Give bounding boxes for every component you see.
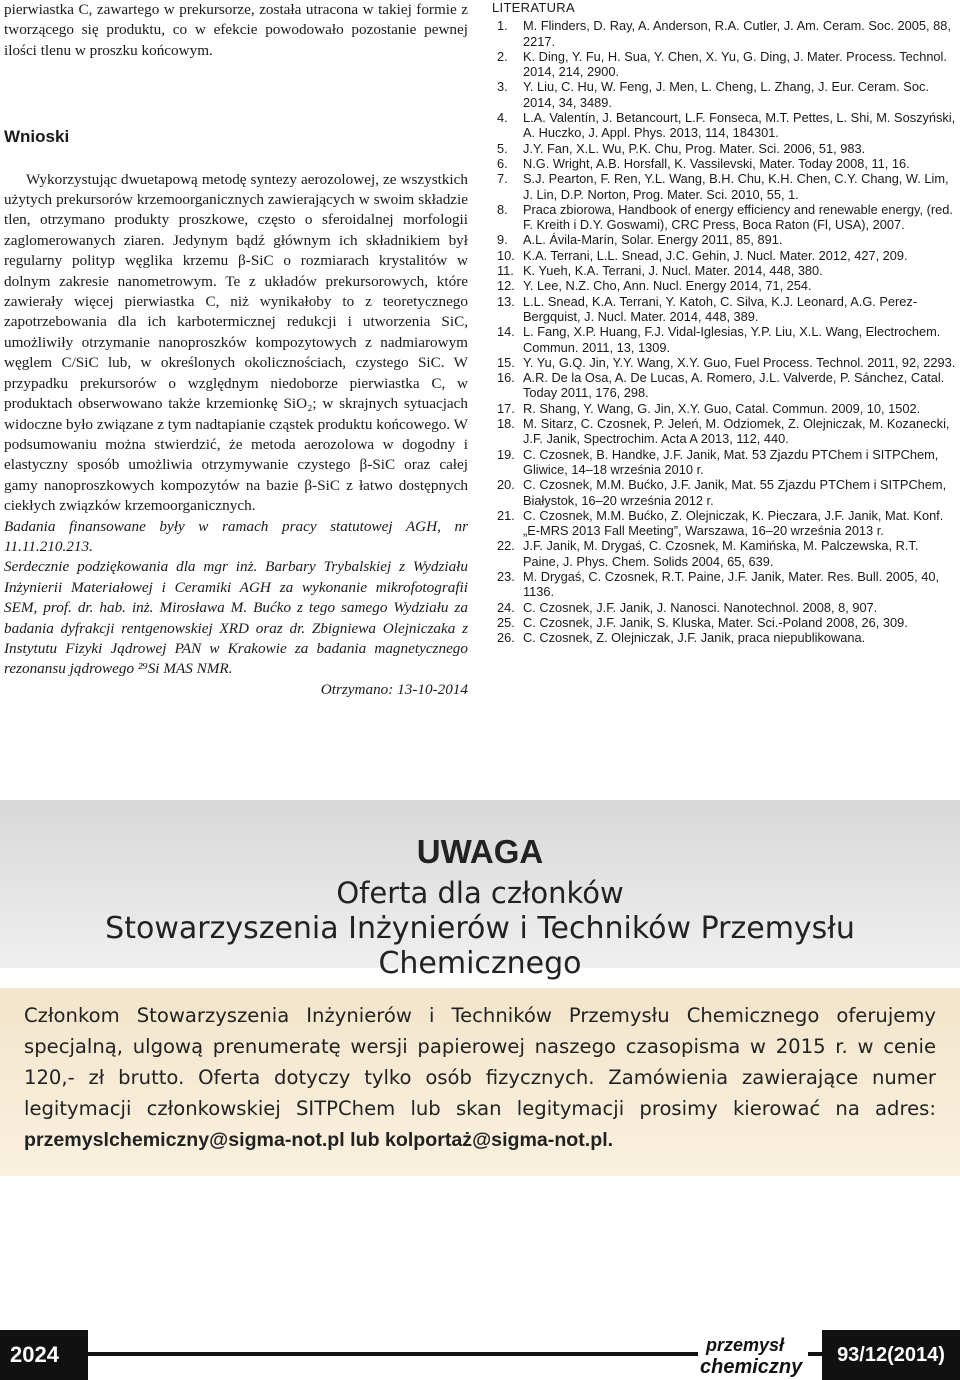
reference-number: 12. <box>497 278 515 294</box>
notice-body <box>24 1000 936 1156</box>
reference-text: J.F. Janik, M. Drygaś, C. Czosnek, M. Kamińska, M. Palczewska, R.T. Paine, J. Phys. Chem. Solids 2004, 65, 639. <box>523 538 919 569</box>
reference-number: 4. <box>497 110 508 126</box>
reference-text: N.G. Wright, A.B. Horsfall, K. Vassilevski, Mater. Today 2008, 11, 16. <box>523 155 910 171</box>
reference-text: K. Ding, Y. Fu, H. Sua, Y. Chen, X. Yu, G. Ding, J. Mater. Process. Technol. 2014, 214, 2900. <box>523 48 947 80</box>
page-footer <box>0 1330 960 1380</box>
reference-text: S.J. Pearton, F. Ren, Y.L. Wang, B.H. Chu, K.H. Chen, C.Y. Chang, W. Lim, J. Lin, D.P. Norton, Prog. Mater. Sci. 2010, 55, 1. <box>523 171 949 202</box>
notice-subtitle-2: Stowarzyszenia Inżynierów i Techników Przemysłu Chemicznego <box>105 911 855 981</box>
reference-text: A.R. De la Osa, A. De Lucas, A. Romero, J.L. Valverde, P. Sánchez, Catal. Today 2011, 176, 298. <box>523 370 945 401</box>
reference-item <box>492 18 958 49</box>
reference-text: L. Fang, X.P. Huang, F.J. Vidal-Iglesias, Y.P. Liu, X.L. Wang, Electrochem. Commun. 2011, 13, 1309. <box>523 324 941 355</box>
reference-item <box>492 447 958 478</box>
reference-item <box>492 477 958 508</box>
literature-column <box>492 0 958 645</box>
reference-number: 14. <box>497 324 515 340</box>
reference-text: Y. Yu, G.Q. Jin, Y.Y. Wang, X.Y. Guo, Fuel Process. Technol. 2011, 92, 2293. <box>523 354 956 370</box>
reference-text: K. Yueh, K.A. Terrani, J. Nucl. Mater. 2014, 448, 380. <box>523 263 823 279</box>
reference-number: 3. <box>497 79 508 95</box>
reference-item <box>492 49 958 80</box>
reference-text: Praca zbiorowa, Handbook of energy efficiency and renewable energy, (red. F. Kreith i D.Y. Goswami), CRC Press, Boca Raton (Fl, USA), 2007. <box>523 201 953 233</box>
reference-list <box>492 18 958 645</box>
reference-number: 6. <box>497 155 508 171</box>
reference-text: J.Y. Fan, X.L. Wu, P.K. Chu, Prog. Mater. Sci. 2006, 51, 983. <box>523 140 866 156</box>
reference-text: L.L. Snead, K.A. Terrani, Y. Katoh, C. Silva, K.J. Leonard, A.G. Perez-Bergquist, J. Nucl. Mater. 2014, 448, 389. <box>523 293 918 324</box>
reference-number: 15. <box>497 354 515 370</box>
reference-number: 2. <box>497 48 508 64</box>
funding-note: Badania finansowane były w ramach pracy statutowej AGH, nr 11.11.210.213. <box>4 517 468 555</box>
logo-line-2: chemiczny <box>700 1356 803 1378</box>
reference-text: Y. Liu, C. Hu, W. Feng, J. Men, L. Cheng, L. Zhang, J. Eur. Ceram. Soc. 2014, 34, 3489. <box>523 79 929 110</box>
reference-number: 25. <box>497 614 515 630</box>
reference-number: 16. <box>497 370 515 386</box>
reference-number: 23. <box>497 568 515 584</box>
reference-item <box>492 538 958 569</box>
reference-number: 26. <box>497 630 515 646</box>
reference-item <box>492 156 958 171</box>
reference-item <box>492 232 958 247</box>
reference-text: C. Czosnek, M.M. Bućko, J.F. Janik, Mat. 55 Zjazdu PTChem i SITPChem, Białystok, 16–20 września 2012 r. <box>523 477 947 508</box>
reference-item <box>492 248 958 263</box>
reference-number: 11. <box>497 263 514 279</box>
notice-email-addresses[interactable]: przemyslchemiczny@sigma-not.pl lub kolportaż@sigma-not.pl. <box>24 1129 614 1151</box>
notice-subtitle-1: Oferta dla członków <box>336 876 624 910</box>
intro-paragraph: pierwiastka C, zawartego w prekursorze, została utracona w takiej formie z tworzącego się produktu, co w efekcie powodowało pozostanie pewnej ilości tlenu w proszku końcowym. <box>4 1 468 59</box>
reference-text: A.L. Ávila-Marín, Solar. Energy 2011, 85, 891. <box>523 232 783 248</box>
reference-text: M. Flinders, D. Ray, A. Anderson, R.A. Cutler, J. Am. Ceram. Soc. 2005, 88, 2217. <box>523 18 951 49</box>
reference-text: C. Czosnek, M.M. Bućko, Z. Olejniczak, K. Pieczara, J.F. Janik, Mat. Konf. „E-MRS 2013 Fall Meeting”, Warszawa, 16–20 września 2013 r. <box>523 507 944 539</box>
reference-item <box>492 401 958 416</box>
reference-number: 8. <box>497 201 508 217</box>
reference-item <box>492 263 958 278</box>
footer-rule-right <box>808 1352 822 1356</box>
reference-text: C. Czosnek, J.F. Janik, J. Nanosci. Nanotechnol. 2008, 8, 907. <box>523 599 878 615</box>
acknowledgement-note: Serdecznie podziękowania dla mgr inż. Barbary Trybalskiej z Wydziału Inżynierii Materiałowej i Ceramiki AGH za wykonanie mikrofotografii SEM, prof. dr. hab. inż. Mirosława M. Bućko z tego samego Wydziału za badania dyfrakcji rentgenowskiej XRD oraz dr. Zbigniewa Olejniczaka z Instytutu Fizyki Jądrowej PAN w Krakowie za badania magnetycznego rezonansu jądrowego ²⁹Si MAS NMR. <box>4 558 468 678</box>
reference-number: 17. <box>497 400 515 416</box>
reference-text: M. Sitarz, C. Czosnek, P. Jeleń, M. Odziomek, Z. Olejniczak, M. Kozanecki, J.F. Janik, Spectrochim. Acta A 2013, 112, 440. <box>523 416 950 447</box>
reference-text: R. Shang, Y. Wang, G. Jin, X.Y. Guo, Catal. Commun. 2009, 10, 1502. <box>523 400 921 416</box>
reference-text: K.A. Terrani, L.L. Snead, J.C. Gehin, J. Nucl. Mater. 2012, 427, 209. <box>523 247 908 263</box>
reference-item <box>492 630 958 645</box>
footer-rule <box>88 1352 698 1356</box>
reference-item <box>492 110 958 141</box>
reference-item <box>492 416 958 447</box>
reference-number: 24. <box>497 599 515 615</box>
reference-text: C. Czosnek, B. Handke, J.F. Janik, Mat. 53 Zjazdu PTChem i SITPChem, Gliwice, 14–18 września 2010 r. <box>523 446 939 477</box>
conclusions-paragraph: Wykorzystując dwuetapową metodę syntezy aerozolowej, ze wszystkich użytych prekursorów krzemoorganicznych zawierających w swoim składzie tlen, otrzymano produkty proszkowe, często o sferoidalnej morfologii zaglomerowanych ziaren. Jedynym bądź głównym ich składnikiem był regularny polityp węglika krzemu β-SiC o rozmiarach krystalitów w dolnym zakresie nanometrowym. Te z układów prekursorowych, które zawierały więcej pierwiastka C, niż wynikałoby to z teoretycznego zapotrzebowania dla ich karbotermicznej redukcji i utworzenia SiC, umożliwiły otrzymanie nanoproszków kompozytowych z nadmiarowym węglem C/SiC lub, w określonych okolicznościach, czystego SiC. W przypadku prekursorów o względnym niedoborze pierwiastka C, w produktach obserwowano także krzemionkę SiO₂; w skrajnych sytuacjach widoczne było związane z tym nadtapianie cząstek produktu końcowego. W podsumowaniu można stwierdzić, że metoda aerozolowa w dogodny i elastyczny sposób umożliwia otrzymywanie czystego β-SiC oraz całej gamy nanoproszkowych kompozytów na bazie β-SiC z łatwo dostępnych ciekłych związków krzemoorganicznych. <box>4 170 468 515</box>
reference-item <box>492 141 958 156</box>
reference-number: 1. <box>497 18 508 34</box>
conclusions-heading: Wnioski <box>4 127 70 147</box>
notice-title: UWAGA <box>416 833 544 870</box>
reference-number: 21. <box>497 507 515 523</box>
reference-item <box>492 171 958 202</box>
reference-item <box>492 508 958 539</box>
reference-item <box>492 294 958 325</box>
reference-item <box>492 79 958 110</box>
reference-item <box>492 370 958 401</box>
notice-body-text: Członkom Stowarzyszenia Inżynierów i Techników Przemysłu Chemicznego oferujemy specjalną, ulgową prenumeratę wersji papierowej naszego czasopisma w 2015 r. w cenie 120,- zł brutto. Oferta dotyczy tylko osób fizycznych. Zamówienia zawierające numer legitymacji członkowskiej SITPChem lub skan legitymacji prosimy kierować na adres: <box>24 1004 936 1120</box>
reference-number: 18. <box>497 416 515 432</box>
footer-issue: 93/12(2014) <box>822 1330 960 1380</box>
reference-number: 7. <box>497 171 508 187</box>
reference-item <box>492 569 958 600</box>
reference-number: 19. <box>497 446 515 462</box>
reference-item <box>492 202 958 233</box>
reference-text: L.A. Valentín, J. Betancourt, L.F. Fonseca, M.T. Pettes, L. Shi, M. Soszyński, A. Huczko, J. Appl. Phys. 2013, 114, 184301. <box>523 110 956 141</box>
reference-number: 22. <box>497 538 515 554</box>
reference-text: C. Czosnek, Z. Olejniczak, J.F. Janik, praca niepublikowana. <box>523 630 866 646</box>
reference-number: 5. <box>497 140 508 156</box>
received-date: Otrzymano: 13-10-2014 <box>320 680 468 698</box>
reference-item <box>492 355 958 370</box>
reference-text: M. Drygaś, C. Czosnek, R.T. Paine, J.F. Janik, Mater. Res. Bull. 2005, 40, 1136. <box>523 568 940 600</box>
footer-year: 2024 <box>0 1330 88 1380</box>
reference-item <box>492 278 958 293</box>
reference-item <box>492 600 958 615</box>
reference-number: 10. <box>497 247 515 263</box>
reference-item <box>492 615 958 630</box>
literature-heading: LITERATURA <box>492 0 575 15</box>
journal-logo <box>698 1332 808 1378</box>
article-left-column <box>4 0 468 700</box>
reference-number: 20. <box>497 477 515 493</box>
logo-line-1: przemysł <box>706 1335 785 1355</box>
reference-number: 9. <box>497 232 508 248</box>
reference-text: C. Czosnek, J.F. Janik, S. Kluska, Mater. Sci.-Poland 2008, 26, 309. <box>523 614 908 630</box>
reference-number: 13. <box>497 293 515 309</box>
reference-text: Y. Lee, N.Z. Cho, Ann. Nucl. Energy 2014, 71, 254. <box>523 278 812 294</box>
reference-item <box>492 324 958 355</box>
